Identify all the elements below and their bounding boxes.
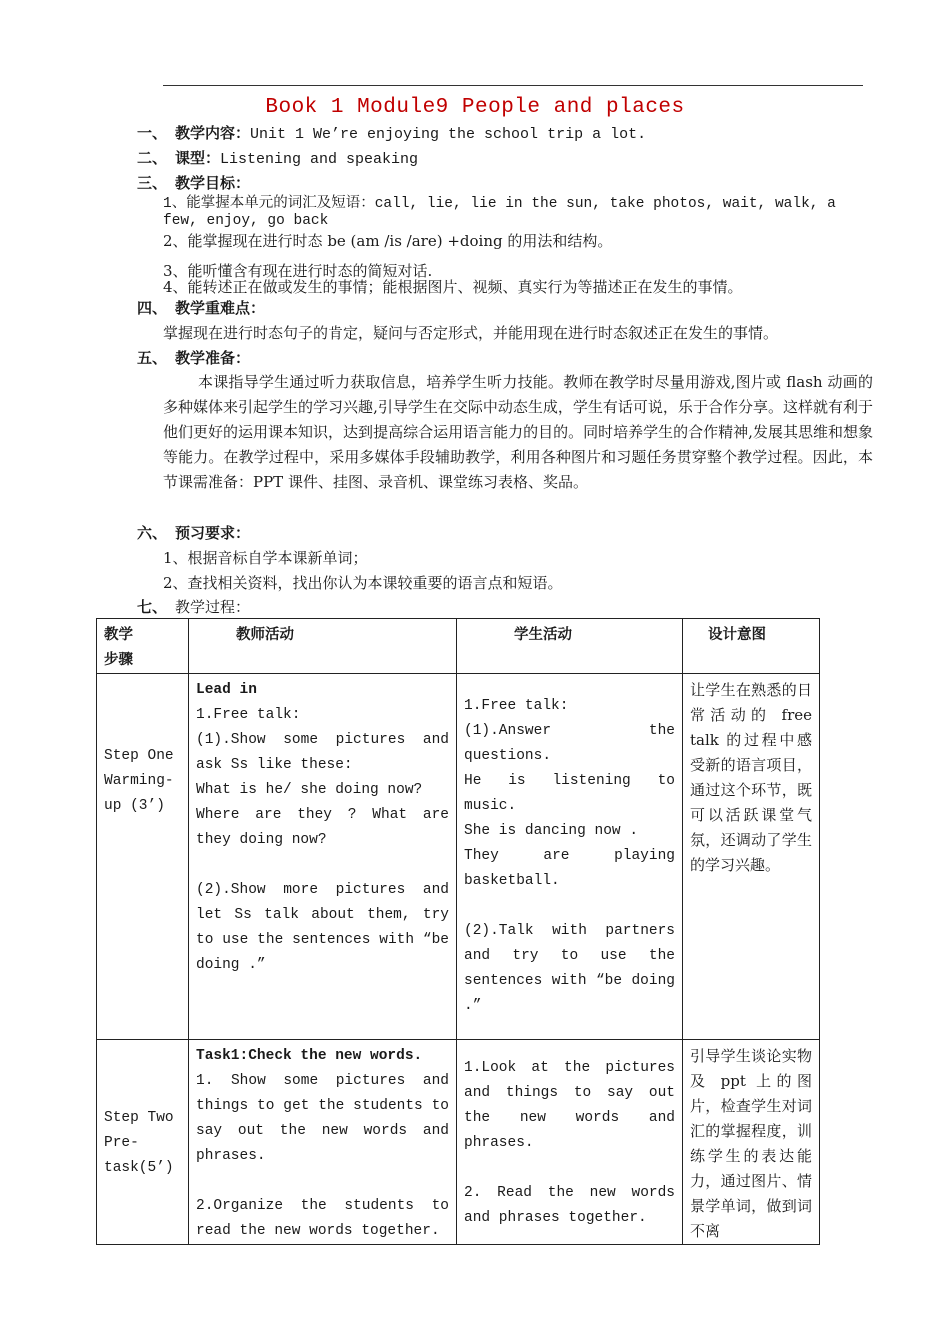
step-cell: Step Two Pre-task(5’) xyxy=(97,1040,189,1245)
table-header-row xyxy=(97,619,820,674)
section-heading: 教学目标： xyxy=(175,174,251,192)
section-heading: 教学重难点： xyxy=(175,299,266,317)
objective-1a: 1、能掌握本单元的词汇及短语：call, lie, lie in the sun, take photos, wait, walk, a xyxy=(163,196,836,212)
objective-4: 4、能转述正在做或发生的事情；能根据图片、视频、真实行为等描述正在发生的事情。 xyxy=(163,278,743,296)
section-6: 六、 预习要求： xyxy=(137,524,251,542)
design-intent-cell: 引导学生谈论实物及 ppt 上的图片，检查学生对词汇的掌握程度，训练学生的表达能力，通过图片、情景学单词，做到词不离 xyxy=(683,1040,820,1245)
section-text: Listening and speaking xyxy=(220,151,419,168)
table-row xyxy=(97,1040,820,1245)
student-activity-cell: 1.Look at the pictures and things to say out the new words and phrases. 2. Read the new words and phrases together. xyxy=(457,1040,683,1245)
section-text: Unit 1 We’re enjoying the school trip a lot. xyxy=(250,126,647,143)
teacher-activity-cell: Task1:Check the new words. 1. Show some pictures and things to get the students to say out the new words and phrases. 2.Organize the students to read the new words together. xyxy=(189,1040,457,1245)
section-3: 三、 教学目标： xyxy=(137,174,251,192)
section-heading: 教学内容： xyxy=(175,124,251,142)
header-student: 学生活动 xyxy=(457,619,683,674)
page-title: Book 1 Module9 People and places xyxy=(265,96,685,119)
objective-3: 3、能听懂含有现在进行时态的简短对话. xyxy=(163,262,433,280)
section-heading: 教学准备： xyxy=(175,349,251,367)
step-cell: Step One Warming-up (3’) xyxy=(97,674,189,1040)
student-activity-cell: 1.Free talk: (1).Answer the questions. He is listening to music. She is dancing now . They are playing basketball. (2).Talk with partners and try to use the sentences with “be doing .” xyxy=(457,674,683,1040)
section-5: 五、 教学准备： xyxy=(137,349,251,367)
table-row xyxy=(97,674,820,1040)
section-7: 七、 教学过程： xyxy=(137,598,251,616)
section-1: 一、 教学内容：Unit 1 We’re enjoying the school trip a lot. xyxy=(137,124,647,143)
teacher-activity-cell: Lead in 1.Free talk: (1).Show some pictures and ask Ss like these: What is he/ she doing now? Where are they ? What are they doing now? (2).Show more pictures and let Ss talk about them, try to use the sentences with “be doing .” xyxy=(189,674,457,1040)
section-heading: 课型： xyxy=(175,149,221,167)
objective-2: 2、能掌握现在进行时态 be (am /is /are) +doing 的用法和结构。 xyxy=(163,232,613,250)
header-rule xyxy=(163,85,863,86)
header-teacher: 教师活动 xyxy=(189,619,457,674)
preparation-text: 本课指导学生通过听力获取信息，培养学生听力技能。教师在教学时尽量用游戏,图片或 flash 动画的多种媒体来引起学生的学习兴趣,引导学生在交际中动态生成，学生有话可说，乐于合作分享。这样就有利于他们更好的运用课本知识，达到提高综合运用语言能力的目的。同时培养学生的合作精神,发展其思维和想象等能力。在教学过程中，采用多媒体手段辅助教学，利用各种图片和习题任务贯穿整个教学过程。因此，本节课需准备：PPT 课件、挂图、录音机、课堂练习表格、奖品。 xyxy=(163,373,873,491)
teaching-process-table xyxy=(96,618,820,1245)
preview-1: 1、根据音标自学本课新单词； xyxy=(163,549,368,567)
preview-2: 2、查找相关资料，找出你认为本课较重要的语言点和短语。 xyxy=(163,574,563,592)
section-4: 四、 教学重难点： xyxy=(137,299,266,317)
difficulties-text: 掌握现在进行时态句子的肯定，疑问与否定形式，并能用现在进行时态叙述正在发生的事情。 xyxy=(163,324,779,342)
header-intent: 设计意图 xyxy=(683,619,820,674)
design-intent-cell: 让学生在熟悉的日常活动的 free talk 的过程中感受新的语言项目，通过这个环节，既可以活跃课堂气氛，还调动了学生的学习兴趣。 xyxy=(683,674,820,1040)
objective-1b: few, enjoy, go back xyxy=(163,213,329,229)
header-step: 教学 步骤 xyxy=(97,619,189,674)
section-text: 教学过程： xyxy=(175,598,251,616)
section-heading: 预习要求： xyxy=(175,524,251,542)
section-2: 二、 课型：Listening and speaking xyxy=(137,149,419,168)
